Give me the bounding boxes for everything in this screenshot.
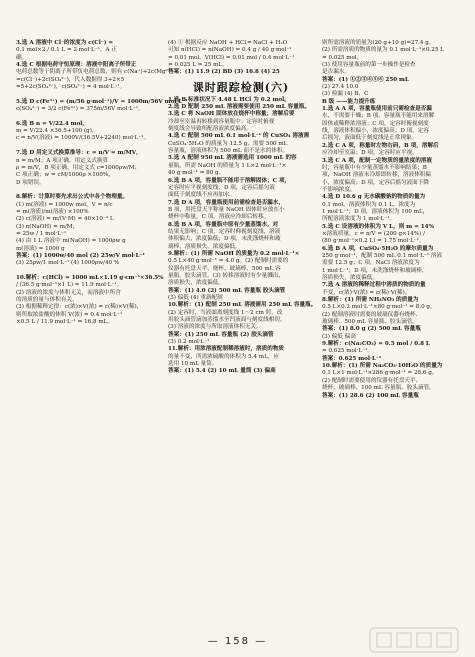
col3b-line: (2) 配制溶液时需要的玻璃仪器有烧杯、 [322, 311, 422, 318]
col2b-line: 选用 10 mL 量筒。 [168, 361, 218, 368]
col1-line: 的溶质的量与体积有关。 [16, 297, 78, 304]
col1-line: D 项错误。 [16, 179, 45, 186]
col2b-line: 2.选 D 配制 250 mL 溶液需要使用 250 mL 容量瓶。 [168, 104, 311, 111]
col2b-line: (3) 偏低 (4) 重新配制 [168, 295, 223, 301]
col3b-line: 4.选 D 10.6 g 无水碳酸钠的物质的量为 [322, 194, 426, 201]
col1-line: C 项正确；w = cM/1000ρ ×100%， [16, 172, 114, 179]
col3a-line: 则所需溶液的质量为(20 g+10 g)=27.4 g。 [322, 40, 435, 46]
col3b-line: 水，不需要干燥；B 项，容量瓶不能用来溶解 [322, 113, 435, 120]
col2b-line: 8.选 B A 项，容量瓶中原有少量蒸馏水，对 [168, 221, 279, 228]
col2b-line: 体积偏大，浓度偏低；D 项，未洗涤烧杯和玻 [168, 236, 281, 243]
col3b-line: 5.选 C 设溶液的体积为 V L，则 m = 14% [322, 223, 434, 230]
col2b-line: 10.解析：(1) 配制 250 mL 溶液需用 250 mL 容量瓶。 [168, 302, 317, 309]
col3b-line: 10.解析：(1) 所需 Na₂CO₃·10H₂O 的质量为 [322, 363, 443, 370]
col3b-line: 后摇匀，液面低于刻度线是正常现象。 [322, 135, 418, 142]
col3b-line: ×溶液质量，c = n/V = (200 g×14%) / [322, 230, 425, 237]
col2a-line: 可知 n(HCl) = n(NaOH) = 0.4 g / 40 g·mol⁻¹ [168, 47, 292, 54]
col3b-line: 时，容量瓶中有少量蒸馏水不影响结果；B [322, 164, 427, 171]
col2b-line: 1.选 B 标准状况下 4.48 L HCl 为 0.2 mol。 [168, 96, 290, 103]
section-title: 课时跟踪检测(六) [192, 80, 290, 94]
col3b-line: 项，NaOH 溶液未冷却即转移，溶液体积偏 [322, 172, 431, 179]
col2b-line: 定容时应平视刻度线；D 项，定容后摇匀液 [168, 184, 275, 191]
col1-line: 6.选 B n = V/22.4 mol， [16, 120, 89, 127]
col2b-line: (3) 溶液的浓度与所取溶液体积无关。 [168, 324, 262, 331]
col3a-line: (2) 27.4 10.0 [322, 84, 359, 91]
col3b-line: 小，浓度偏高；D 项，定容后摇匀液面下降 [322, 179, 429, 186]
col2b-line: 答案：(1) 250 mL 容量瓶 (2) 胶头滴管 [168, 331, 274, 338]
col3b-line: 0.5 L×0.2 mol·L⁻¹×80 g·mol⁻¹ = 8.0 g。 [322, 304, 436, 311]
col3a-line: (3) 使用容量瓶前的第一步操作是检查 [322, 62, 416, 69]
col3b-line: 1.选 A A 项，容量瓶使用前只需检查是否漏 [322, 106, 432, 113]
answer-column-3 [322, 40, 468, 630]
col1-line: / (36.5 g·mol⁻¹×1 L) = 11.9 mol·L⁻¹。 [16, 282, 123, 289]
col1-line: 10.解析：c(HCl) = 1000 mL×1.19 g·cm⁻³×36.5% [16, 275, 164, 281]
col1-line: = m(溶质)/m(溶液) ×100% [16, 208, 89, 215]
col2a-line: 答案：(1) 11.9 (2) BD (3) 16.8 (4) 25 [168, 69, 280, 76]
col2b-line: 容量瓶，溶液体积为 500 mL 而不是水的体积。 [168, 148, 289, 155]
answer-column-2 [168, 40, 317, 630]
col1-line: 8.解析：计算时要先求出公式中各个物理量。 [16, 194, 129, 201]
col3b-line: 烧杯、玻璃棒、100 mL 容量瓶、胶头滴管。 [322, 385, 435, 392]
col1-line: 0.1 mol×2 / 0.1 L = 2 mol·L⁻¹，A 正 [16, 47, 117, 54]
col3b-line: = 0.625 mol·L⁻¹。 [322, 348, 373, 355]
col1-line: 3.选 A 溶液中 Cl⁻的浓度为 c(Cl⁻) = [16, 40, 114, 46]
col1-line: (2) c(溶液) = m/(V·M) = 40×10⁻³ L [16, 216, 114, 223]
col2b-line: 量瓶、胶头滴管。(3) 转移溶液时有少量溅出， [168, 272, 284, 279]
col1-line: (3) 根据稀释定律：c(浓)×V(浓) = c(稀)×V(稀)， [16, 304, 143, 311]
col2b-line: 5.选 A 配制 950 mL 溶液需选用 1000 mL 的容 [168, 155, 297, 162]
col2b-line: CuSO₄·5H₂O 的质量为 12.5 g，需要 500 mL [168, 140, 288, 147]
col3b-line: (2) 配制时需要使用的仪器有托盘天平、 [322, 377, 422, 384]
col1-line: c(SO₄²⁻) = 3/2 c(Fe³⁺) = 375m/56V mol·L⁻¹。 [16, 106, 144, 113]
col3b-line: 答案：(1) 8.0 g (2) 500 mL 容量瓶 [322, 326, 421, 333]
col1-line [16, 91, 162, 98]
col2b-line: 0.5 L×40 g·mol⁻¹ = 4.0 g。(2) 配制时需要的 [168, 258, 289, 265]
col3b-line: 0.1 L×1 mol·L⁻¹×286 g·mol⁻¹ = 28.6 g。 [322, 370, 438, 377]
col3a-line: 是否漏水。 [322, 69, 350, 76]
col1-line: 4.选 C 根据电荷守恒原理：溶液中阳离子所带正 [16, 62, 137, 69]
col1-line [16, 268, 162, 275]
section-heading-b: B 级 ——能力提升练 [322, 98, 376, 105]
col2b-line: 用胶头滴管滴加蒸馏水至凹液面与刻度线相切。 [168, 317, 286, 324]
col1-line: c = n/V(溶液) = 1000V/(36.5V+2240) mol·L⁻¹。 [16, 135, 150, 142]
col2b-line: 结果无影响；C 项，定容时仰视刻度线，溶液 [168, 228, 281, 235]
col2b-line: 7.选 D A 项，容量瓶使用前需检查是否漏水， [168, 199, 284, 206]
col2b-line: 溶质损失，浓度偏低。 [168, 280, 224, 287]
col3b-line: 需要 12.5 g；C 项，NaCl 溶液浓度为 [322, 260, 420, 267]
col3b-line: 溶质损失，浓度偏低。 [322, 275, 378, 281]
col2b-line: 的量不变，所需浓硫酸的体积为 5.4 mL，应 [168, 353, 279, 360]
col3b-line: 不变，c(浓)·V(浓) = c(稀)·V(稀)。 [322, 289, 411, 296]
col3b-line: 1 mol·L⁻¹；D 项，溶液体积为 100 mL， [322, 208, 429, 215]
col1-line: 答案：(1) 1000w/40 mol (2) 25w/V mol·L⁻¹ [16, 252, 145, 259]
col1-line: (2) 溶液的浓度与体积无关，而溶液中所含 [16, 289, 121, 296]
col3b-line: (3) 偏低 偏高 [322, 333, 356, 340]
col2a-line: = 0.01 mol，V(HCl) = 0.01 mol / 0.4 mol·L⁻¹ [168, 54, 295, 61]
col3b-line: 线，溶液体积偏小，浓度偏高；D 项，定容 [322, 128, 429, 135]
col3a-line: 答案：(1) ①②③④⑤⑥ 250 mL [322, 76, 409, 83]
col3b-line: 8.解析：(1) 所需 NH₄NO₃ 的质量为 [322, 297, 419, 304]
col1-line: 7.选 D 用定义式换算推导：c = n/V = m/MV， [16, 150, 142, 157]
col2b-line: 9.解析：(1) 所需 NaOH 的质量为 0.2 mol·L⁻¹× [168, 250, 300, 257]
col3b-line: 3.选 C A 项，配制一定物质的量浓度的溶液 [322, 157, 432, 164]
col1-line: m = V/22.4 ×36.5+100 (g)， [16, 128, 98, 135]
col1-line: =c(Cl⁻)+2c(SO₄²⁻)，代入数据得 3+2×5 [16, 76, 125, 83]
watermark-logo-icon [369, 627, 459, 653]
col1-line: 则所取浓盐酸的体积 V(浓) = 0.4 mol·L⁻¹ [16, 311, 123, 318]
col2b-line: 答案：(1) 5.4 (2) 10 mL 量筒 (3) 偏高 [168, 368, 276, 375]
col1-line: 5.选 D c(Fe³⁺) = (m/56 g·mol⁻¹)/V = 1000m/56V mol·L⁻¹， [16, 98, 194, 105]
col2b-line: 40 g·mol⁻¹ = 80 g。 [168, 170, 225, 177]
col2b-line: 面低于刻度线不应再加水。 [168, 192, 236, 199]
col3b-line: 7.选 A 溶液的稀释过程中溶质的物质的量 [322, 282, 426, 289]
col2b-line: 3.选 C 将 NaOH 固体放在烧杯中称量；溶解后要 [168, 111, 295, 118]
col3b-line: 答案：0.625 mol·L⁻¹ [322, 355, 382, 362]
col3a-line: = 0.025 mol。 [322, 54, 363, 61]
col2b-line: B 项，用托盘天平称量 NaOH 固体时应放在小 [168, 206, 285, 213]
col1-line: 电荷总数等于阴离子所带负电荷总数，则有 c(Na⁺)+2c(Mg²⁺) [16, 69, 173, 76]
col3b-line: 玻璃棒、500 mL 容量瓶、胶头滴管。 [322, 319, 418, 326]
col2b-line: 答案：(1) 4.0 (2) 500 mL 容量瓶 胶头滴管 [168, 287, 286, 294]
col3b-line: 6.选 B A 项，CuSO₄·5H₂O 的摩尔质量为 [322, 245, 434, 252]
col2b-line: 璃棒，溶质损失，浓度偏低。 [168, 243, 241, 250]
col2b-line: (3) 0.2 mol·L⁻¹ [168, 339, 210, 346]
col2b-line: 6.选 B A 项，容量瓶不能用于溶解固体；C 项， [168, 177, 291, 184]
col3b-line: 答案：(1) 28.6 (2) 100 mL 容量瓶 [322, 392, 419, 399]
col1-line: ρ = m/V，B 项正确，用定义式 c=1000ρw/M； [16, 164, 141, 171]
col3b-line: 所配溶液浓度为 1 mol·L⁻¹。 [322, 216, 396, 223]
col2b-line: 仪器有托盘天平、烧杯、玻璃棒、500 mL 容 [168, 265, 281, 272]
col2b-line: 冷却至室温再转移到容量瓶中；定容时俯视 [168, 118, 275, 125]
col3b-line: (80 g·mol⁻¹×0.2 L) = 1.75 mol·L⁻¹。 [322, 238, 425, 245]
col2b-line: 量瓶，所需 NaOH 的质量为 1 L×2 mol·L⁻¹× [168, 162, 287, 169]
page-number: — 158 — [207, 636, 268, 647]
col1-line [16, 113, 162, 120]
col1-line: (3) 25ρw/1 mol·L⁻¹ (4) 1000ρw/40 % [16, 260, 120, 267]
col3b-line: 1 mol·L⁻¹；D 项，未洗涤烧杯和玻璃棒， [322, 267, 428, 274]
col3b-line: 250 g·mol⁻¹，配制 500 mL 0.1 mol·L⁻¹ 溶液 [322, 252, 443, 259]
col3b-line: 应冷却至室温；D 项，定容时应平视。 [322, 150, 418, 157]
col2b-line: 刻度线会导致所配溶液浓度偏高。 [168, 126, 252, 133]
col3b-line: 不影响浓度。 [322, 186, 356, 193]
col3b-line: 9.解析：c(Na₂CO₃) = 0.5 mol / 0.8 L [322, 341, 430, 348]
col3b-line: 2.选 C A 项，称量时左物右码，B 项，溶解后 [322, 142, 439, 149]
col3b-line: 固体或稀释浓溶液；C 项，定容时俯视刻度 [322, 120, 429, 127]
col2a-line: = 0.025 L = 25 mL。 [168, 62, 228, 69]
col1-line: (4) 由 1 L 溶液中 m(NaOH) = 1000ρw g [16, 238, 126, 245]
col3a-line: (2) 所需溶质的物质的量为 0.1 mol·L⁻¹×0.25 L [322, 47, 444, 54]
col2b-line: 4.选 C 配制 500 mL 0.1 mol·L⁻¹ 的 CuSO₄ 溶液需 [168, 133, 310, 140]
col2b-line: 烧杯中称量，C 项，溶液应冷却后转移。 [168, 214, 270, 221]
col1-line: (1) m(溶液) = 1000w mol，V = n/c [16, 201, 113, 208]
col2b-line: 11.解析：用浓溶液配制稀溶液时，溶质的物质 [168, 346, 285, 353]
col1-line: m(溶液) = 1000 g [16, 245, 65, 252]
col1-line: =5+2c(SO₄²⁻)，c(SO₄²⁻) = 4 mol·L⁻¹。 [16, 84, 126, 91]
col3b-line: 0.1 mol，溶液体积为 0.1 L，浓度为 [322, 201, 416, 208]
col1-line: ×0.5 L / 11.9 mol·L⁻¹ = 16.8 mL。 [16, 319, 113, 326]
col2b-line: (2) 定容时，当液面离刻度线 1～2 cm 时，改 [168, 309, 283, 316]
col2a-line: (4) ① 根据反应 NaOH + HCl ═ NaCl + H₂O [168, 40, 288, 46]
col1-line: (3) n(NaOH) = m/M； [16, 223, 79, 230]
col1-line: = 25w / 1 mol·L⁻¹ [16, 230, 67, 237]
col1-line: n = m/M；A 项正确，用定义式换算 [16, 157, 109, 164]
col1-line: 确。 [16, 54, 28, 61]
col3a-line: (3) 检漏 (4) B、C [322, 91, 369, 98]
